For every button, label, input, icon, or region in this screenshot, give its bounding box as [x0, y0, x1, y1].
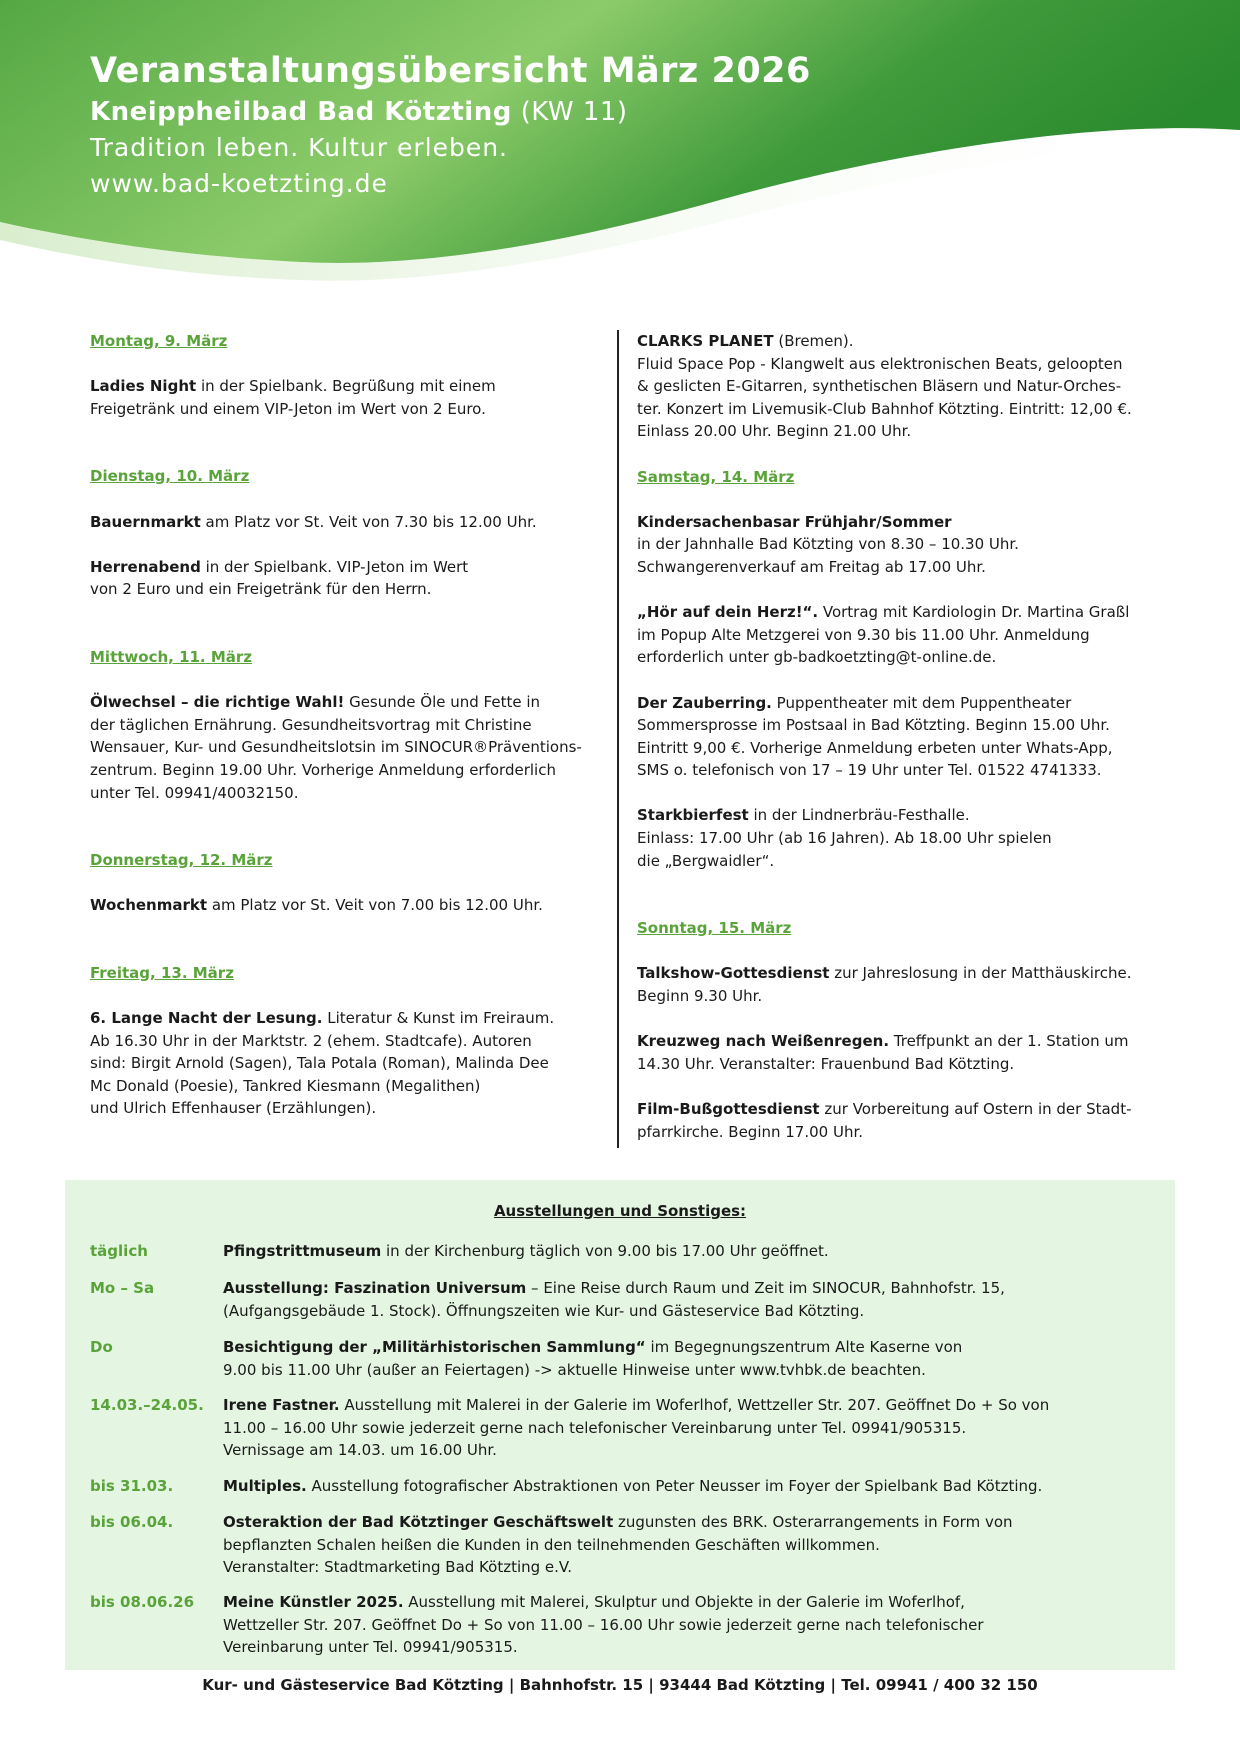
exhibit-date: bis 06.04.: [90, 1513, 174, 1531]
event-wochenmarkt: Wochenmarkt am Platz vor St. Veit von 7.00 bis 12.00 Uhr.: [90, 896, 543, 915]
exhibit-date: Mo – Sa: [90, 1279, 155, 1297]
slogan: Tradition leben. Kultur erleben.: [90, 133, 508, 162]
day-heading-wednesday: Mittwoch, 11. März: [90, 647, 253, 666]
event-kindersachenbasar: Kindersachenbasar Frühjahr/Sommer in der Jahnhalle Bad Kötzting von 8.30 – 10.30 Uhr. Schwangerenverkauf am Freitag ab 17.00 Uhr.: [637, 512, 1019, 576]
exhibitions-box: Ausstellungen und Sonstiges: täglich Pfingstrittmuseum in der Kirchenburg täglich von 9.00 bis 17.00 Uhr geöffnet. Mo – Sa Ausstellung: Faszination Universum – Eine Reise durch Raum und Zeit im SINOCUR, Bahnhofstr. 15, (Aufgangsgebäude 1. Stock). Öffnungszeiten wie Kur- und Gästeservice Bad Kötzting. Do Besichtigung der „Militärhistorischen Sammlung“ im Begegnungszentrum Alte Kaserne von 9.00 bis 11.00 Uhr (außer an Feiertagen) -> aktuelle Hinweise unter www.tvhbk.de beachten. 14.03.–24.05. Irene Fastner. Ausstellung mit Malerei in der Galerie im Woferlhof, Wettzeller Str. 207. Geöffnet Do + So von 11.00 – 16.00 Uhr sowie jederzeit gerne nach telefonischer Vereinbarung unter Tel. 09941/905315. Vernissage am 14.03. um 16.00 Uhr. bis 31.03. Multiples. Ausstellung fotografischer Abstraktionen von Peter Neusser im Foyer der Spielbank Bad Kötzting. bis 06.04. Osteraktion der Bad Kötztinger Geschäftswelt zugunsten des BRK. Osterarrangements in Form von bepflanzten Schalen heißen die Kunden in den teilnehmenden Geschäften willkommen. Veranstalter: Stadtmarketing Bad Kötzting e.V. bis 08.06.26 Meine Künstler 2025. Ausstellung mit Malerei, Skulptur und Objekte in der Galerie im Woferlhof, Wettzeller Str. 207. Geöffnet Do + So von 11.00 – 16.00 Uhr sowie jederzeit gerne nach telefonischer Vereinbarung unter Tel. 09941/905315.: [65, 1180, 1175, 1670]
column-divider: [617, 330, 619, 1148]
event-herrenabend: Herrenabend in der Spielbank. VIP-Jeton im Wert von 2 Euro und ein Freigetränk für den Herrn.: [90, 557, 469, 599]
website-link[interactable]: www.bad-koetzting.de: [90, 169, 388, 198]
exhibit-date: bis 31.03.: [90, 1477, 174, 1495]
page-subtitle: Kneippheilbad Bad Kötzting (KW 11): [90, 97, 628, 127]
exhibit-date: bis 08.06.26: [90, 1593, 195, 1611]
header-banner: [0, 0, 1240, 300]
exhibit-date: Do: [90, 1338, 113, 1356]
event-lange-nacht-der-lesung: 6. Lange Nacht der Lesung. Literatur & Kunst im Freiraum. Ab 16.30 Uhr in der Marktstr. 2 (ehem. Stadtcafe). Autoren sind: Birgit Arnold (Sagen), Tala Potala (Roman), Malinda Dee Mc Donald (Poesie), Tankred Kiesmann (Megalithen) und Ulrich Effenhauser (Erzählungen).: [90, 1009, 555, 1118]
day-heading-monday: Montag, 9. März: [90, 332, 228, 350]
right-column: [637, 330, 1157, 1143]
day-heading-saturday: Samstag, 14. März: [637, 467, 795, 486]
event-kreuzweg: Kreuzweg nach Weißenregen. Treffpunkt an der 1. Station um 14.30 Uhr. Veranstalter: Frauenbund Bad Kötzting.: [637, 1032, 1129, 1073]
footer-contact: Kur- und Gästeservice Bad Kötzting | Bahnhofstr. 15 | 93444 Bad Kötzting | Tel. 09941 / 400 32 150: [202, 1676, 1038, 1694]
event-der-zauberring: Der Zauberring. Puppentheater mit dem Puppentheater Sommersprosse im Postsaal in Bad Kötzting. Beginn 15.00 Uhr. Eintritt 9,00 €. Vorherige Anmeldung erbeten unter Whats-App, SMS o. telefonisch von 17 – 19 Uhr unter Tel. 01522 4741333.: [637, 693, 1113, 780]
day-heading-sunday: Sonntag, 15. März: [637, 919, 792, 938]
exhibitions-title: Ausstellungen und Sonstiges:: [493, 1202, 747, 1220]
event-bauernmarkt: Bauernmarkt am Platz vor St. Veit von 7.30 bis 12.00 Uhr.: [90, 512, 537, 531]
left-column: [90, 330, 600, 1120]
event-clarks-planet: CLARKS PLANET (Bremen). Fluid Space Pop - Klangwelt aus elektronischen Beats, geloopten & geslicten E-Gitarren, synthetischen Bläsern und Natur-Orches- ter. Konzert im Livemusik-Club Bahnhof Kötzting. Eintritt: 12,00 €. Einlass 20.00 Uhr. Beginn 21.00 Uhr.: [637, 332, 1132, 441]
event-ladies-night: Ladies Night in der Spielbank. Begrüßung mit einem Freigetränk und einem VIP-Jeton im Wert von 2 Euro.: [90, 377, 496, 418]
event-hoer-auf-dein-herz: „Hör auf dein Herz!“. Vortrag mit Kardiologin Dr. Martina Graßl im Popup Alte Metzgerei von 9.30 bis 11.00 Uhr. Anmeldung erforderlich unter gb-badkoetzting@t-online.de.: [637, 603, 1130, 667]
event-talkshow-gottesdienst: Talkshow-Gottesdienst zur Jahreslosung in der Matthäuskirche. Beginn 9.30 Uhr.: [637, 964, 1132, 1006]
exhibit-date: täglich: [90, 1242, 148, 1260]
day-heading-friday: Freitag, 13. März: [90, 963, 234, 982]
day-heading-thursday: Donnerstag, 12. März: [90, 851, 273, 870]
event-oelwechsel: Ölwechsel – die richtige Wahl! Gesunde Öle und Fette in der täglichen Ernährung. Gesundheitsvortrag mit Christine Wensauer, Kur- und Gesundheitslotsin im SINOCUR®Präventions- zentrum. Beginn 19.00 Uhr. Vorherige Anmeldung erforderlich unter Tel. 09941/40032150.: [90, 693, 582, 802]
event-film-bussgottesdienst: Film-Bußgottesdienst zur Vorbereitung auf Ostern in der Stadt- pfarrkirche. Beginn 17.00 Uhr.: [637, 1100, 1132, 1141]
event-starkbierfest: Starkbierfest in der Lindnerbräu-Festhalle. Einlass: 17.00 Uhr (ab 16 Jahren). Ab 18.00 Uhr spielen die „Bergwaidler“.: [637, 806, 1052, 870]
page-title: Veranstaltungsübersicht März 2026: [90, 51, 811, 91]
day-heading-tuesday: Dienstag, 10. März: [90, 467, 250, 486]
exhibit-date: 14.03.–24.05.: [90, 1396, 204, 1414]
